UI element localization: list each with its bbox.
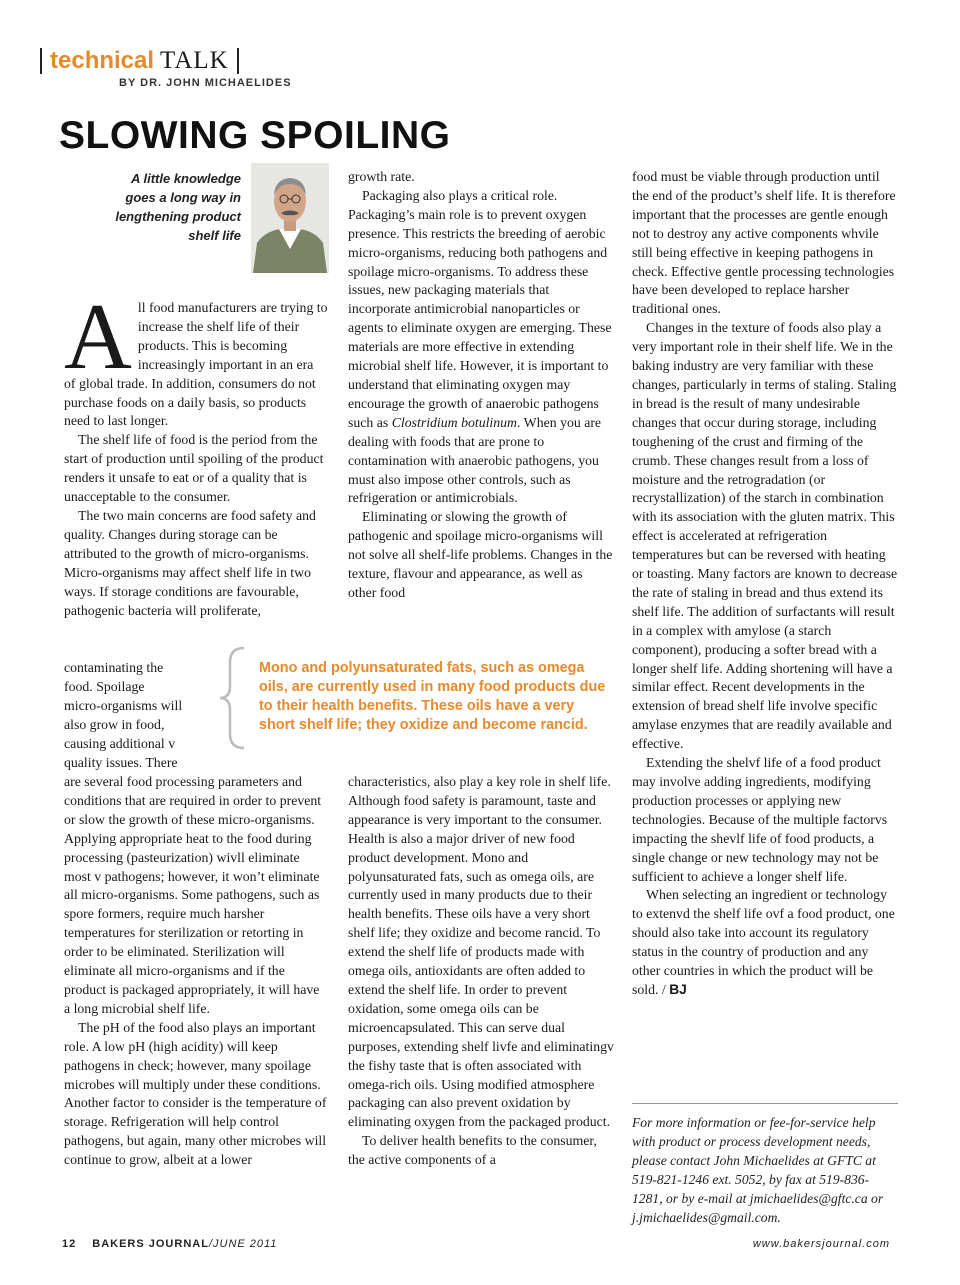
- kicker-bar-right: [237, 48, 239, 74]
- text-span: . When you are dealing with foods that are prone to contamination with anaerobic pathogens, you must also impose other controls, such as refrigeration or antimicrobials.: [348, 414, 602, 506]
- paragraph: The two main concerns are food safety and quality. Changes during storage can be attributed to the growth of micro-organisms. Micro-organisms may affect shelf life in two ways. If storage conditions are favourable, pathogenic bacteria will proliferate,: [64, 507, 316, 618]
- paragraph: Extending the shelvf life of a food product may involve adding ingredients, modifying production processes or applying new technologies. Because of the multiple factorvs impacting the shevlf life of food products, a single change or new technology may not be sufficient to achieve a longer shelf life.: [632, 755, 888, 884]
- text-line: causing additional v: [64, 735, 176, 751]
- text-line: contaminating the: [64, 660, 164, 675]
- paragraph-intro: [64, 285, 328, 431]
- magazine-name: BAKERS JOURNAL: [92, 1238, 209, 1250]
- paragraph: characteristics, also play a key role in shelf life. Although food safety is paramount, taste and appearance is very important to the consumer. Health is also a major driver of new food product development. Mono and polyunsaturated fats, such as omega oils, are currently used in many products due to their health benefits. These oils have a very short shelf life; they oxidize and become rancid. To extend the shelf life of products made with omega oils, antioxidants are often added to extend the shelf life. In order to prevent oxidation, some omega oils can be microencapsulated. This can serve dual purposes, extending shelf livfe and eliminatingv the fishy taste that is often associated with omega-rich oils. Using modified atmosphere packaging can also prevent oxidation by eliminating oxygen from the packaged product.: [348, 774, 614, 1130]
- pullquote-brace-icon: [216, 646, 250, 750]
- paragraph: are several food processing parameters and conditions that are required in order to prevent or slow the growth of these micro-organisms. Applying appropriate heat to the food during processing (pasteurization) wivll eliminate most v pathogens; however, it won’t eliminate all micro-organisms. Some pathogens, such as spore formers, require much harsher temperatures for sterilization or retorting in order to be eliminated. Sterilization will eliminate all micro-organisms and if the product is packaged appropriately, it will have a long microbial shelf life.: [64, 774, 322, 1016]
- article-column-2-bottom: [348, 773, 614, 1170]
- pull-quote: Mono and polyunsaturated fats, such as omega oils, are currently used in many food products due to their health benefits. These oils have a very short shelf life; they oxidize and become rancid.: [259, 660, 606, 733]
- intro-text: ll food manufacturers are trying to increase the shelf life of their products. This is becoming increasingly important in an era of global trade. In addition, consumers do not purchase foods on a daily basis, so products need to last longer.: [64, 300, 328, 429]
- page-footer: [62, 1238, 277, 1250]
- paragraph: Eliminating or slowing the growth of pathogenic and spoilage micro-organisms will not solve all shelf-life problems. Changes in the texture, flavour and appearance, as well as other food: [348, 509, 613, 600]
- species-name: Clostridium botulinum: [391, 414, 518, 430]
- article-column-1-wrap: [64, 659, 214, 772]
- kicker-rest: TALK: [160, 47, 229, 74]
- section-kicker: [40, 44, 239, 78]
- paragraph: The pH of the food also plays an important role. A low pH (high acidity) will keep pathogens in check; however, many spoilage microbes will multiply under these conditions. Another factor to consider is the temperature of storage. Refrigeration will help control pathogens, but again, many other microbes will continue to grow, albeit at a lower: [64, 1019, 327, 1168]
- page-title: SLOWING SPOILING: [59, 114, 451, 157]
- byline: BY DR. JOHN MICHAELIDES: [119, 77, 292, 89]
- drop-cap: A: [64, 285, 132, 389]
- paragraph: food must be viable through production until the end of the product’s shelf life. It is therefore important that the processes are gentle enough not to destroy any active components whvile still being effective in keeping pathogens in check. Effective gentle processing technologies have been developed to replace harsher traditional ones.: [632, 169, 896, 317]
- text-span: When selecting an ingredient or technology to extenvd the shelf life ovf a food product, one should also take into account its regulatory status in the country of production and any other countries in which the product will be sold. /: [632, 887, 895, 997]
- issue-date: /JUNE 2011: [208, 1238, 278, 1250]
- page-number: 12: [62, 1238, 77, 1250]
- paragraph: [348, 187, 614, 508]
- kicker-highlight: technical: [50, 47, 155, 74]
- paragraph: [632, 886, 898, 999]
- text-line: food. Spoilage: [64, 678, 145, 694]
- divider: [632, 1103, 898, 1104]
- website-link[interactable]: www.bakersjournal.com: [752, 1238, 890, 1250]
- paragraph: Changes in the texture of foods also play a very important role in their shelf life. We in the baking industry are very familiar with these changes, particularly in terms of staling. Staling in bread is the result of many undesirable changes that occur during storage, including toughening of the crust and firming of the crumb. These changes result from a loss of moisture and the retrogradation (or recrystallization) of the starch in combination with its association with the gluten matrix. This effect is accelerated at refrigeration temperatures but can be reversed with heating or toasting. Many factors are known to decrease the rate of staling in bread and thus extend its shelf life. The addition of surfactants will result in a complex with amylose (a starch component), producing a softer bread with a longer shelf life. Adding shortening will have a similar effect. Recent developments in the extension of bread shelf life involve specific amylase enzymes that are readily available and effective.: [632, 320, 898, 752]
- text-line: also grow in food,: [64, 716, 165, 732]
- author-portrait-icon: [251, 163, 329, 273]
- article-column-3: [632, 168, 898, 1000]
- contact-note: For more information or fee-for-service help with product or process development needs, please contact John Michaelides at GFTC at 519-821-1246 ext. 5052, by fax at 519-836-1281, or by e-mail at jmichaelides@gftc.ca or j.jmichaelides@gmail.com.: [632, 1115, 884, 1225]
- text-span: Packaging also plays a critical role. Packaging’s main role is to prevent oxygen presence. This restricts the breeding of aerobic micro-organisms, reducing both pathogens and spoilage micro-organisms. To address these issues, new packaging materials that incorporate antimicrobial nanoparticles or agents to eliminate oxygen are emerging. These materials are more effective in extending microbial shelf life. However, it is important to understand that eliminating oxygen may encourage the growth of anaerobic pathogens such as: [348, 187, 612, 430]
- dek-subtitle: A little knowledge goes a long way in lengthening product shelf life: [115, 171, 241, 243]
- paragraph: The shelf life of food is the period from the start of production until spoiling of the product renders it unsafe to eat or of a quality that is unacceptable to the consumer.: [64, 432, 324, 505]
- paragraph: growth rate.: [348, 169, 415, 184]
- article-column-1: [64, 285, 328, 620]
- article-column-2-top: [348, 168, 614, 603]
- article-column-1-bottom: [64, 773, 328, 1170]
- kicker-bar-left: [40, 48, 42, 74]
- paragraph: To deliver health benefits to the consumer, the active components of a: [348, 1133, 597, 1168]
- text-line: quality issues. There: [64, 754, 178, 770]
- end-sign: BJ: [669, 981, 687, 997]
- text-line: micro-organisms will: [64, 697, 183, 713]
